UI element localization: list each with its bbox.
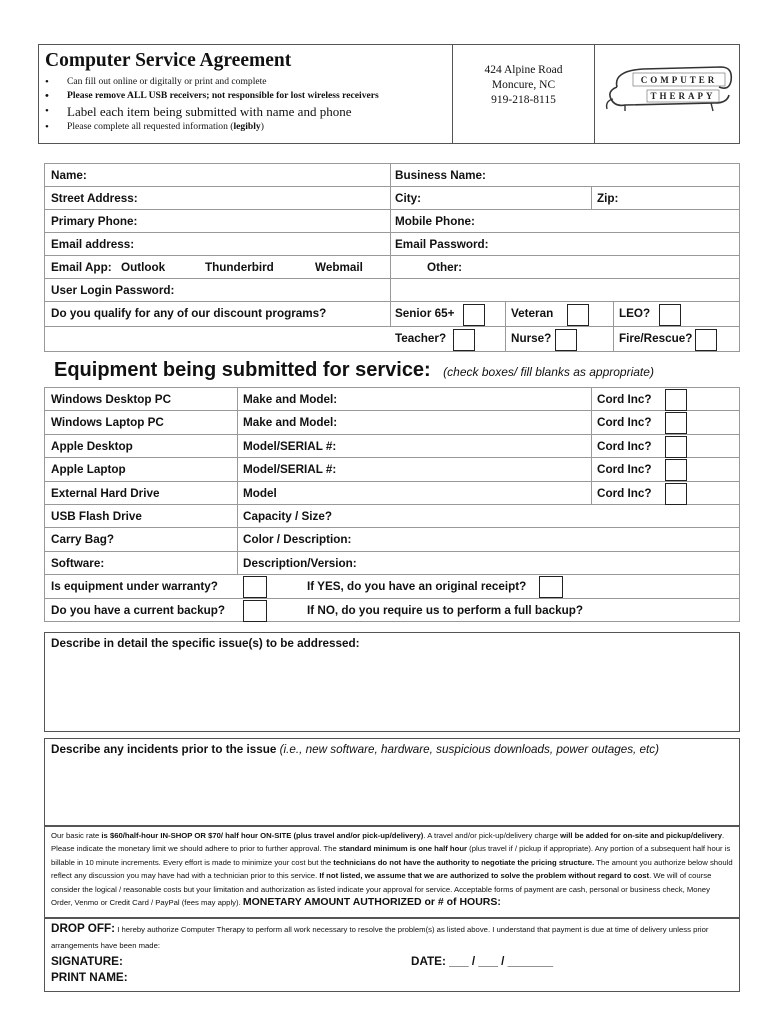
discount-leo-label: LEO? xyxy=(619,307,651,320)
equip-cord-checkbox-2[interactable] xyxy=(665,412,687,434)
equip-cord-checkbox-5[interactable] xyxy=(665,483,687,505)
print-name-field[interactable]: PRINT NAME: xyxy=(51,971,128,984)
equipment-subtitle: (check boxes/ fill blanks as appropriate) xyxy=(443,365,654,379)
primary-phone-field[interactable]: Primary Phone: xyxy=(51,215,138,228)
issue-description-label: Describe in detail the specific issue(s) to be addressed: xyxy=(51,637,360,650)
discount-nurse-label: Nurse? xyxy=(511,332,552,345)
instructions-list xyxy=(45,75,452,134)
equip-field-8[interactable]: Description/Version: xyxy=(243,556,357,570)
equip-field-3[interactable]: Model/SERIAL #: xyxy=(243,439,337,453)
address-block xyxy=(453,45,595,143)
incidents-hint: (i.e., new software, hardware, suspicious downloads, power outages, etc) xyxy=(279,743,660,756)
row-discount-1 xyxy=(45,302,739,327)
backup-checkbox[interactable] xyxy=(243,600,267,622)
discount-fire-checkbox[interactable] xyxy=(695,329,717,351)
warranty-checkbox[interactable] xyxy=(243,576,267,598)
equip-cord-1: Cord Inc? xyxy=(597,393,652,406)
equip-item-4: Apple Laptop xyxy=(51,463,126,477)
terms-6: standard minimum is one half hour xyxy=(338,844,468,854)
email-app-thunderbird[interactable]: Thunderbird xyxy=(205,261,274,274)
mobile-phone-field[interactable]: Mobile Phone: xyxy=(395,215,475,228)
discount-veteran-checkbox[interactable] xyxy=(567,304,589,326)
login-password-field[interactable]: User Login Password: xyxy=(51,284,175,297)
date-field[interactable]: DATE: ___ / ___ / _______ xyxy=(411,955,554,968)
incidents-label: Describe any incidents prior to the issue xyxy=(51,743,277,756)
business-name-field[interactable]: Business Name: xyxy=(395,169,486,182)
row-email xyxy=(45,233,739,256)
equipment-table xyxy=(44,387,740,622)
terms-2: is $60/half-hour IN-SHOP OR $70/ half hour ON-SITE (plus travel and/or pick-up/delivery) xyxy=(101,831,424,840)
terms-4: will be added for on-site and pickup/delivery xyxy=(560,831,723,840)
equip-cord-5: Cord Inc? xyxy=(597,486,652,500)
signature-field[interactable]: SIGNATURE: xyxy=(51,955,123,968)
terms-5: . Please indicate the monetary limit we should adhere to prior to further approval. The xyxy=(51,831,725,854)
instruction-4-pre: Please complete all requested information ( xyxy=(67,121,234,132)
instruction-4-bold: legibly xyxy=(233,121,261,132)
equip-row-7 xyxy=(45,528,739,551)
equip-item-6: USB Flash Drive xyxy=(51,510,142,523)
equip-field-5[interactable]: Model xyxy=(243,486,277,500)
city-field[interactable]: City: xyxy=(395,192,421,205)
equipment-title: Equipment being submitted for service: xyxy=(54,359,431,381)
zip-divider xyxy=(591,187,592,210)
email-field[interactable]: Email address: xyxy=(51,238,135,251)
dropoff-text-block xyxy=(51,921,733,954)
equip-row-3 xyxy=(45,435,739,458)
equip-item-5: External Hard Drive xyxy=(51,486,160,500)
instruction-3: • Label each item being submitted with name and phone xyxy=(45,103,452,120)
email-app-other[interactable]: Other: xyxy=(427,261,463,274)
address-street: 424 Alpine Road xyxy=(484,64,563,76)
email-app-outlook[interactable]: Outlook xyxy=(121,261,166,274)
row-discount-2 xyxy=(45,327,739,352)
equip-item-3: Apple Desktop xyxy=(51,439,133,453)
discount-nurse-checkbox[interactable] xyxy=(555,329,577,351)
discount-teacher-checkbox[interactable] xyxy=(453,329,475,351)
backup-question: Do you have a current backup? xyxy=(51,603,226,617)
equip-field-6[interactable]: Capacity / Size? xyxy=(243,510,332,523)
receipt-checkbox[interactable] xyxy=(539,576,563,598)
email-app-label: Email App: xyxy=(51,261,112,274)
equip-item-1: Windows Desktop PC xyxy=(51,393,172,406)
instruction-4 xyxy=(45,120,452,134)
equip-cord-checkbox-1[interactable] xyxy=(665,389,687,411)
terms-3: . A travel and/or pick-up/delivery charge xyxy=(423,831,561,840)
dropoff-label: DROP OFF: xyxy=(51,922,116,935)
email-app-webmail[interactable]: Webmail xyxy=(315,261,363,274)
monetary-authorized-field[interactable]: MONETARY AMOUNT AUTHORIZED or # of HOURS: xyxy=(242,896,501,909)
header-box xyxy=(38,44,740,144)
equipment-heading xyxy=(54,359,654,382)
equip-row-1 xyxy=(45,388,739,411)
terms-9: The amount you authorize below should reflect any discussion you may have had with a technician prior to this service. xyxy=(51,857,733,881)
issue-description-box[interactable] xyxy=(44,632,740,732)
street-address-field[interactable]: Street Address: xyxy=(51,192,138,205)
row-login xyxy=(45,279,739,302)
equip-item-2: Windows Laptop PC xyxy=(51,416,164,430)
equip-row-warranty xyxy=(45,575,739,598)
dropoff-text: I hereby authorize Computer Therapy to perform all work necessary to resolve the problem(s) as listed above. I understand that payment is due at time of delivery unless prior arrangements have been made: xyxy=(51,925,709,950)
logo-line-1: COMPUTER xyxy=(640,75,718,85)
discount-senior-label: Senior 65+ xyxy=(395,307,455,320)
instruction-1: • Can fill out online or digitally or print and complete xyxy=(45,75,452,89)
discount-fire-label: Fire/Rescue? xyxy=(619,332,693,345)
computer-therapy-logo-icon xyxy=(603,57,735,119)
terms-box xyxy=(44,826,740,918)
full-backup-question: If NO, do you require us to perform a full backup? xyxy=(307,603,583,617)
header-info xyxy=(39,45,453,143)
discount-question: Do you qualify for any of our discount programs? xyxy=(51,307,327,320)
discount-senior-checkbox[interactable] xyxy=(463,304,485,326)
row-address xyxy=(45,187,739,210)
incidents-box[interactable] xyxy=(44,738,740,826)
address-city: Moncure, NC xyxy=(491,79,556,91)
equip-cord-3: Cord Inc? xyxy=(597,439,652,453)
zip-field[interactable]: Zip: xyxy=(597,192,619,205)
equip-item-8: Software: xyxy=(51,556,105,570)
instruction-4-post: ) xyxy=(260,121,264,132)
equip-row-8 xyxy=(45,552,739,575)
dropoff-box xyxy=(44,918,740,992)
row-email-app xyxy=(45,256,739,279)
equip-row-6 xyxy=(45,505,739,528)
discount-veteran-label: Veteran xyxy=(511,307,554,320)
terms-8: technicians do not have the authority to negotiate the pricing structure. xyxy=(333,857,595,867)
instruction-2: • Please remove ALL USB receivers; not responsible for lost wireless receivers xyxy=(45,89,452,103)
logo xyxy=(595,45,739,143)
terms-11: . We will of course consider the logical / reasonable costs but your limitation and authorization as listed indicate your approval for service. Acceptable forms of payment are cash, personal or business check, Money Order, Venmo or Credit Card / PayPal (fees may apply). xyxy=(51,871,712,908)
equip-item-7: Carry Bag? xyxy=(51,533,115,547)
receipt-question: If YES, do you have an original receipt? xyxy=(307,580,527,594)
equip-field-2[interactable]: Make and Model: xyxy=(243,416,338,430)
equip-field-1[interactable]: Make and Model: xyxy=(243,393,338,406)
equip-row-backup xyxy=(45,599,739,622)
equip-cord-4: Cord Inc? xyxy=(597,463,652,477)
address-phone: 919-218-8115 xyxy=(491,94,556,106)
warranty-question: Is equipment under warranty? xyxy=(51,580,218,594)
equip-cord-checkbox-4[interactable] xyxy=(665,459,687,481)
discount-teacher-label: Teacher? xyxy=(395,332,447,345)
name-field[interactable]: Name: xyxy=(51,169,87,182)
terms-1: Our basic rate xyxy=(51,831,102,840)
discount-leo-checkbox[interactable] xyxy=(659,304,681,326)
row-phone xyxy=(45,210,739,233)
customer-info-table xyxy=(44,163,740,352)
equip-cord-2: Cord Inc? xyxy=(597,416,652,430)
equip-row-5 xyxy=(45,482,739,505)
page-title: Computer Service Agreement xyxy=(45,50,292,71)
equip-row-4 xyxy=(45,458,739,481)
terms-7: (plus travel if / pickup if appropriate). Any portion of a subsequent half hour is billable in 10 minute increments. Every effort is made to minimize your cost but the xyxy=(51,844,731,867)
logo-line-2: THERAPY xyxy=(650,91,716,101)
email-password-field[interactable]: Email Password: xyxy=(395,238,489,251)
equip-field-4[interactable]: Model/SERIAL #: xyxy=(243,463,337,477)
row-name xyxy=(45,164,739,187)
equip-row-2 xyxy=(45,411,739,434)
equip-field-7[interactable]: Color / Description: xyxy=(243,533,352,547)
terms-10: If not listed, we assume that we are authorized to solve the problem without regard to cost xyxy=(319,871,650,881)
equip-cord-checkbox-3[interactable] xyxy=(665,436,687,458)
